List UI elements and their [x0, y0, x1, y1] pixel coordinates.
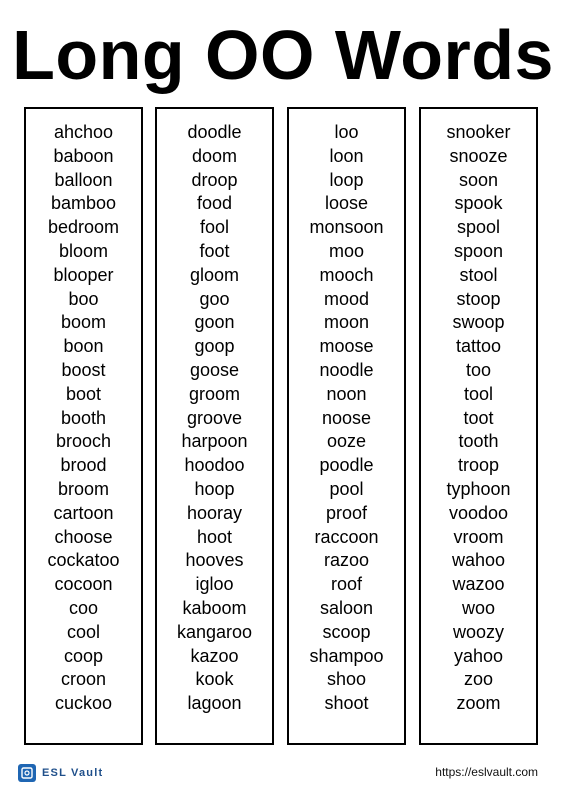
word-item: coo: [68, 597, 99, 618]
word-item: goop: [194, 336, 235, 357]
word-item: boot: [65, 383, 102, 404]
word-column-3: [287, 107, 406, 745]
word-item: harpoon: [181, 431, 248, 452]
word-item: spoon: [453, 240, 504, 261]
word-item: bloom: [58, 240, 109, 261]
word-item: shoot: [324, 693, 369, 714]
word-item: too: [465, 359, 492, 380]
word-item: zoom: [456, 693, 501, 714]
word-item: boo: [68, 288, 99, 309]
word-item: monsoon: [309, 217, 384, 238]
word-item: wazoo: [452, 574, 505, 595]
word-item: lagoon: [187, 693, 242, 714]
word-item: doom: [191, 145, 238, 166]
word-item: mooch: [319, 264, 374, 285]
word-item: boon: [63, 336, 104, 357]
word-item: wahoo: [451, 550, 506, 571]
word-item: cuckoo: [54, 693, 113, 714]
word-item: coop: [63, 645, 104, 666]
word-item: kazoo: [190, 645, 239, 666]
logo-text: ESL Vault: [42, 767, 104, 779]
word-item: groom: [188, 383, 241, 404]
word-item: loon: [329, 145, 364, 166]
word-list: [289, 109, 404, 716]
word-item: snooker: [446, 122, 511, 142]
word-item: tooth: [458, 431, 499, 452]
word-item: kook: [195, 669, 234, 690]
word-list: [421, 109, 536, 716]
word-list: [26, 109, 141, 716]
page-title: Long OO Words: [12, 16, 554, 94]
word-column-4: [419, 107, 538, 745]
esl-vault-logo[interactable]: [18, 763, 103, 783]
word-item: hoot: [196, 526, 233, 547]
word-item: tool: [463, 383, 494, 404]
word-list: [157, 109, 272, 716]
word-item: spool: [456, 217, 501, 238]
word-item: shoo: [326, 669, 367, 690]
word-item: broom: [57, 478, 110, 499]
word-item: loo: [334, 122, 359, 142]
word-item: fool: [199, 217, 230, 238]
word-item: razoo: [323, 550, 370, 571]
word-item: cocoon: [54, 574, 113, 595]
word-item: troop: [457, 455, 500, 476]
word-item: bedroom: [47, 217, 120, 238]
word-item: zoo: [463, 669, 494, 690]
word-item: typhoon: [446, 478, 511, 499]
word-item: kangaroo: [176, 621, 253, 642]
word-item: vroom: [453, 526, 504, 547]
word-item: saloon: [319, 597, 374, 618]
word-item: bamboo: [50, 193, 117, 214]
word-item: gloom: [189, 264, 240, 285]
word-item: baboon: [53, 145, 114, 166]
word-item: moon: [323, 312, 370, 333]
word-item: scoop: [322, 621, 371, 642]
word-item: groove: [186, 407, 243, 428]
word-item: toot: [463, 407, 494, 428]
word-item: woo: [461, 597, 496, 618]
word-item: poodle: [319, 455, 374, 476]
word-item: moo: [328, 240, 364, 261]
word-item: balloon: [54, 169, 113, 190]
word-item: kaboom: [182, 597, 247, 618]
word-item: brooch: [55, 431, 112, 452]
word-item: goose: [189, 359, 240, 380]
word-item: croon: [60, 669, 107, 690]
footer-url-link[interactable]: https://eslvault.com: [435, 765, 538, 779]
word-item: spook: [454, 193, 503, 214]
word-item: booth: [60, 407, 107, 428]
word-item: proof: [325, 502, 368, 523]
word-item: loose: [324, 193, 369, 214]
word-item: choose: [54, 526, 113, 547]
word-item: foot: [199, 240, 230, 261]
word-item: tattoo: [455, 336, 502, 357]
word-item: noose: [321, 407, 372, 428]
word-item: swoop: [452, 312, 505, 333]
word-item: doodle: [187, 122, 242, 142]
esl-vault-logo-icon: [18, 764, 36, 782]
word-item: hoop: [194, 478, 235, 499]
word-item: cockatoo: [47, 550, 120, 571]
word-item: shampoo: [309, 645, 384, 666]
word-item: boost: [61, 359, 106, 380]
word-item: cool: [66, 621, 101, 642]
word-item: yahoo: [453, 645, 504, 666]
word-item: ooze: [326, 431, 367, 452]
word-column-2: [155, 107, 274, 745]
word-item: voodoo: [448, 502, 509, 523]
word-item: woozy: [452, 621, 505, 642]
word-item: goon: [194, 312, 235, 333]
word-item: droop: [191, 169, 238, 190]
word-item: loop: [329, 169, 364, 190]
word-item: moose: [319, 336, 374, 357]
word-column-1: [24, 107, 143, 745]
word-item: hooray: [186, 502, 243, 523]
word-item: cartoon: [53, 502, 114, 523]
word-item: hooves: [185, 550, 244, 571]
word-item: noon: [326, 383, 367, 404]
word-item: ahchoo: [53, 122, 114, 142]
word-item: stoop: [456, 288, 501, 309]
word-item: boom: [60, 312, 107, 333]
word-item: snooze: [449, 145, 508, 166]
word-item: raccoon: [314, 526, 379, 547]
word-item: goo: [199, 288, 230, 309]
word-item: noodle: [319, 359, 374, 380]
word-item: brood: [60, 455, 107, 476]
word-item: roof: [330, 574, 363, 595]
word-item: pool: [329, 478, 364, 499]
word-item: soon: [458, 169, 499, 190]
word-item: food: [196, 193, 233, 214]
word-item: mood: [323, 288, 370, 309]
word-item: hoodoo: [184, 455, 245, 476]
word-item: igloo: [195, 574, 234, 595]
word-item: blooper: [53, 264, 114, 285]
word-item: stool: [459, 264, 498, 285]
